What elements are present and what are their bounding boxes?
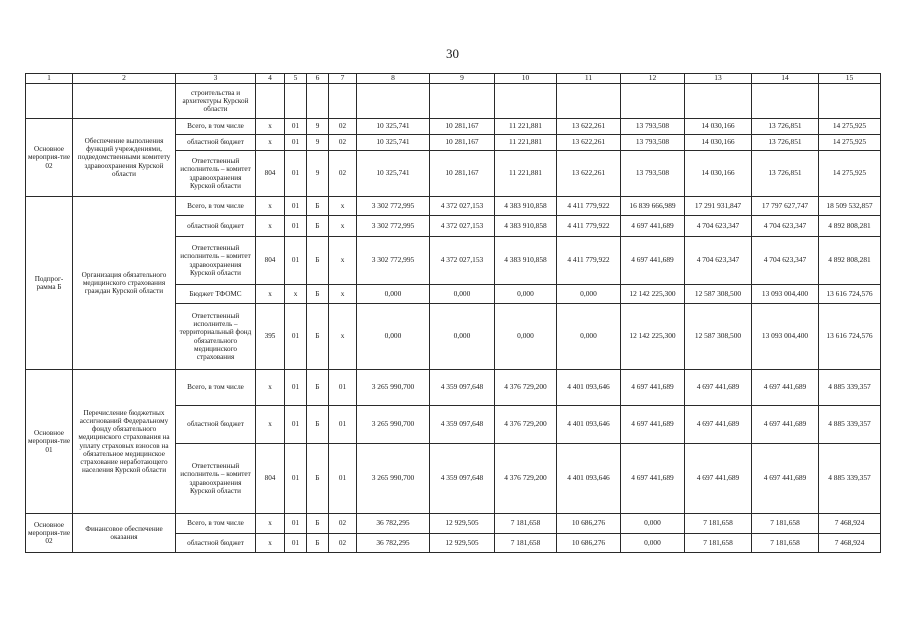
source-cell: областной бюджет bbox=[176, 534, 256, 553]
empty-cell bbox=[557, 84, 621, 119]
header-row bbox=[26, 74, 881, 84]
code-cell: 804 bbox=[256, 151, 285, 197]
amount-cell: 11 221,881 bbox=[495, 151, 557, 197]
amount-cell: 4 697 441,689 bbox=[621, 237, 685, 285]
code-cell: Б bbox=[307, 285, 329, 304]
amount-cell: 4 704 623,347 bbox=[685, 237, 752, 285]
amount-cell: 11 221,881 bbox=[495, 135, 557, 151]
status-cell: Подпрог-рамма Б bbox=[26, 197, 73, 370]
amount-cell: 12 142 225,300 bbox=[621, 285, 685, 304]
code-cell: x bbox=[256, 285, 285, 304]
amount-cell: 7 181,658 bbox=[685, 514, 752, 534]
column-number-10: 10 bbox=[495, 74, 557, 84]
code-cell: 395 bbox=[256, 304, 285, 370]
amount-cell: 12 929,505 bbox=[430, 534, 495, 553]
code-cell: Б bbox=[307, 197, 329, 216]
amount-cell: 3 302 772,995 bbox=[357, 197, 430, 216]
amount-cell: 4 376 729,200 bbox=[495, 370, 557, 406]
amount-cell: 17 291 931,847 bbox=[685, 197, 752, 216]
amount-cell: 4 697 441,689 bbox=[621, 406, 685, 444]
empty-cell bbox=[752, 84, 819, 119]
amount-cell: 0,000 bbox=[621, 534, 685, 553]
amount-cell: 18 509 532,857 bbox=[819, 197, 881, 216]
column-number-8: 8 bbox=[357, 74, 430, 84]
code-cell: Б bbox=[307, 216, 329, 237]
source-cell: Ответственный исполнитель – комитет здравоохранения Курской области bbox=[176, 444, 256, 514]
amount-cell: 4 885 339,357 bbox=[819, 406, 881, 444]
source-cell: Ответственный исполнитель – комитет здравоохранения Курской области bbox=[176, 151, 256, 197]
amount-cell: 4 372 027,153 bbox=[430, 216, 495, 237]
code-cell: 01 bbox=[285, 406, 307, 444]
code-cell: 01 bbox=[329, 406, 357, 444]
code-cell: 01 bbox=[285, 370, 307, 406]
empty-cell bbox=[495, 84, 557, 119]
amount-cell: 0,000 bbox=[495, 285, 557, 304]
name-cell: Организация обязательного медицинского страхования граждан Курской области bbox=[73, 197, 176, 370]
code-cell: x bbox=[256, 406, 285, 444]
empty-cell bbox=[819, 84, 881, 119]
code-cell: 02 bbox=[329, 534, 357, 553]
amount-cell: 36 782,295 bbox=[357, 534, 430, 553]
amount-cell: 10 686,276 bbox=[557, 534, 621, 553]
amount-cell: 13 726,851 bbox=[752, 135, 819, 151]
amount-cell: 4 359 097,648 bbox=[430, 370, 495, 406]
amount-cell: 4 376 729,200 bbox=[495, 406, 557, 444]
amount-cell: 10 325,741 bbox=[357, 135, 430, 151]
source-cell: Всего, в том числе bbox=[176, 197, 256, 216]
status-cell: Основное мероприя-тие 01 bbox=[26, 370, 73, 514]
source-cell: Всего, в том числе bbox=[176, 514, 256, 534]
code-cell: Б bbox=[307, 514, 329, 534]
code-cell: 01 bbox=[285, 216, 307, 237]
code-cell: 9 bbox=[307, 135, 329, 151]
amount-cell: 10 325,741 bbox=[357, 151, 430, 197]
code-cell: 804 bbox=[256, 237, 285, 285]
amount-cell: 14 275,925 bbox=[819, 135, 881, 151]
amount-cell: 7 181,658 bbox=[495, 534, 557, 553]
amount-cell: 4 401 093,646 bbox=[557, 406, 621, 444]
code-cell: Б bbox=[307, 370, 329, 406]
amount-cell: 12 587 308,500 bbox=[685, 304, 752, 370]
code-cell: Б bbox=[307, 444, 329, 514]
empty-cell bbox=[430, 84, 495, 119]
amount-cell: 4 697 441,689 bbox=[621, 444, 685, 514]
name-cell: Обеспечение выполнения функций учреждениями, подведомственными комитету здравоохранения Курской области bbox=[73, 119, 176, 197]
source-cell: областной бюджет bbox=[176, 216, 256, 237]
code-cell: 02 bbox=[329, 151, 357, 197]
amount-cell: 14 030,166 bbox=[685, 135, 752, 151]
amount-cell: 4 892 808,281 bbox=[819, 216, 881, 237]
amount-cell: 4 401 093,646 bbox=[557, 444, 621, 514]
amount-cell: 10 325,741 bbox=[357, 119, 430, 135]
amount-cell: 4 383 910,858 bbox=[495, 216, 557, 237]
amount-cell: 4 372 027,153 bbox=[430, 197, 495, 216]
table-row bbox=[26, 119, 881, 135]
amount-cell: 4 411 779,922 bbox=[557, 216, 621, 237]
amount-cell: 7 181,658 bbox=[495, 514, 557, 534]
empty-cell bbox=[357, 84, 430, 119]
amount-cell: 4 885 339,357 bbox=[819, 444, 881, 514]
amount-cell: 12 142 225,300 bbox=[621, 304, 685, 370]
code-cell: x bbox=[256, 197, 285, 216]
source-cell: Ответственный исполнитель – комитет здравоохранения Курской области bbox=[176, 237, 256, 285]
amount-cell: 4 401 093,646 bbox=[557, 370, 621, 406]
empty-cell bbox=[256, 84, 285, 119]
amount-cell: 14 275,925 bbox=[819, 119, 881, 135]
amount-cell: 0,000 bbox=[621, 514, 685, 534]
column-number-14: 14 bbox=[752, 74, 819, 84]
amount-cell: 10 281,167 bbox=[430, 119, 495, 135]
amount-cell: 11 221,881 bbox=[495, 119, 557, 135]
amount-cell: 3 302 772,995 bbox=[357, 216, 430, 237]
code-cell: 01 bbox=[285, 304, 307, 370]
amount-cell: 7 181,658 bbox=[685, 534, 752, 553]
amount-cell: 13 793,508 bbox=[621, 151, 685, 197]
amount-cell: 4 697 441,689 bbox=[621, 370, 685, 406]
column-number-15: 15 bbox=[819, 74, 881, 84]
empty-cell bbox=[685, 84, 752, 119]
column-number-4: 4 bbox=[256, 74, 285, 84]
amount-cell: 17 797 627,747 bbox=[752, 197, 819, 216]
amount-cell: 10 281,167 bbox=[430, 135, 495, 151]
amount-cell: 3 265 990,700 bbox=[357, 406, 430, 444]
amount-cell: 4 697 441,689 bbox=[685, 406, 752, 444]
amount-cell: 16 839 666,989 bbox=[621, 197, 685, 216]
page-number: 30 bbox=[446, 46, 459, 61]
amount-cell: 4 376 729,200 bbox=[495, 444, 557, 514]
code-cell: 01 bbox=[285, 119, 307, 135]
column-number-3: 3 bbox=[176, 74, 256, 84]
amount-cell: 0,000 bbox=[357, 285, 430, 304]
source-cell: Бюджет ТФОМС bbox=[176, 285, 256, 304]
amount-cell: 14 030,166 bbox=[685, 119, 752, 135]
column-number-7: 7 bbox=[329, 74, 357, 84]
amount-cell: 36 782,295 bbox=[357, 514, 430, 534]
code-cell: x bbox=[285, 285, 307, 304]
amount-cell: 4 411 779,922 bbox=[557, 237, 621, 285]
column-number-12: 12 bbox=[621, 74, 685, 84]
code-cell: 01 bbox=[285, 197, 307, 216]
source-cell: Всего, в том числе bbox=[176, 119, 256, 135]
amount-cell: 4 704 623,347 bbox=[752, 216, 819, 237]
code-cell: 9 bbox=[307, 151, 329, 197]
code-cell: x bbox=[256, 370, 285, 406]
amount-cell: 4 697 441,689 bbox=[752, 444, 819, 514]
column-number-2: 2 bbox=[73, 74, 176, 84]
code-cell: x bbox=[256, 135, 285, 151]
amount-cell: 4 697 441,689 bbox=[685, 370, 752, 406]
amount-cell: 13 616 724,576 bbox=[819, 285, 881, 304]
code-cell: x bbox=[329, 285, 357, 304]
column-number-13: 13 bbox=[685, 74, 752, 84]
code-cell: x bbox=[256, 119, 285, 135]
amount-cell: 13 726,851 bbox=[752, 119, 819, 135]
name-cell: Перечисление бюджетных ассигнований Федеральному фонду обязательного медицинского страхования на уплату страховых взносов на обязательное медицинское страхование неработающего населения Курской области bbox=[73, 370, 176, 514]
amount-cell: 4 697 441,689 bbox=[685, 444, 752, 514]
amount-cell: 0,000 bbox=[430, 304, 495, 370]
column-number-5: 5 bbox=[285, 74, 307, 84]
table-row bbox=[26, 514, 881, 534]
amount-cell: 4 892 808,281 bbox=[819, 237, 881, 285]
source-cell: областной бюджет bbox=[176, 135, 256, 151]
budget-table bbox=[25, 73, 881, 553]
amount-cell: 7 468,924 bbox=[819, 514, 881, 534]
empty-cell bbox=[26, 84, 73, 119]
code-cell: Б bbox=[307, 534, 329, 553]
amount-cell: 13 793,508 bbox=[621, 119, 685, 135]
amount-cell: 12 929,505 bbox=[430, 514, 495, 534]
code-cell: x bbox=[329, 304, 357, 370]
amount-cell: 3 302 772,995 bbox=[357, 237, 430, 285]
amount-cell: 10 686,276 bbox=[557, 514, 621, 534]
code-cell: x bbox=[329, 216, 357, 237]
code-cell: 01 bbox=[285, 135, 307, 151]
column-number-1: 1 bbox=[26, 74, 73, 84]
code-cell: x bbox=[329, 237, 357, 285]
amount-cell: 3 265 990,700 bbox=[357, 370, 430, 406]
code-cell: 01 bbox=[285, 534, 307, 553]
empty-cell bbox=[329, 84, 357, 119]
amount-cell: 4 885 339,357 bbox=[819, 370, 881, 406]
code-cell: 01 bbox=[329, 444, 357, 514]
code-cell: Б bbox=[307, 406, 329, 444]
code-cell: 02 bbox=[329, 135, 357, 151]
code-cell: 01 bbox=[285, 444, 307, 514]
amount-cell: 13 093 004,400 bbox=[752, 304, 819, 370]
status-cell: Основное мероприя-тие 02 bbox=[26, 119, 73, 197]
amount-cell: 12 587 308,500 bbox=[685, 285, 752, 304]
amount-cell: 0,000 bbox=[430, 285, 495, 304]
source-cell: строительства и архитектуры Курской области bbox=[176, 84, 256, 119]
amount-cell: 13 622,261 bbox=[557, 119, 621, 135]
source-cell: областной бюджет bbox=[176, 406, 256, 444]
code-cell: x bbox=[256, 534, 285, 553]
empty-cell bbox=[285, 84, 307, 119]
code-cell: 01 bbox=[329, 370, 357, 406]
amount-cell: 4 697 441,689 bbox=[752, 406, 819, 444]
column-number-6: 6 bbox=[307, 74, 329, 84]
amount-cell: 0,000 bbox=[557, 285, 621, 304]
code-cell: x bbox=[256, 514, 285, 534]
code-cell: x bbox=[256, 216, 285, 237]
amount-cell: 4 411 779,922 bbox=[557, 197, 621, 216]
amount-cell: 4 359 097,648 bbox=[430, 444, 495, 514]
empty-cell bbox=[621, 84, 685, 119]
amount-cell: 10 281,167 bbox=[430, 151, 495, 197]
source-cell: Всего, в том числе bbox=[176, 370, 256, 406]
code-cell: Б bbox=[307, 237, 329, 285]
code-cell: 804 bbox=[256, 444, 285, 514]
table-row bbox=[26, 370, 881, 406]
amount-cell: 7 181,658 bbox=[752, 534, 819, 553]
code-cell: 01 bbox=[285, 151, 307, 197]
amount-cell: 13 726,851 bbox=[752, 151, 819, 197]
source-cell: Ответственный исполнитель – территориальный фонд обязательного медицинского страхования bbox=[176, 304, 256, 370]
amount-cell: 14 275,925 bbox=[819, 151, 881, 197]
amount-cell: 13 616 724,576 bbox=[819, 304, 881, 370]
continuation-row bbox=[26, 84, 881, 119]
amount-cell: 13 622,261 bbox=[557, 151, 621, 197]
amount-cell: 4 372 027,153 bbox=[430, 237, 495, 285]
amount-cell: 4 383 910,858 bbox=[495, 197, 557, 216]
amount-cell: 4 383 910,858 bbox=[495, 237, 557, 285]
amount-cell: 13 793,508 bbox=[621, 135, 685, 151]
amount-cell: 4 704 623,347 bbox=[752, 237, 819, 285]
column-number-11: 11 bbox=[557, 74, 621, 84]
amount-cell: 13 622,261 bbox=[557, 135, 621, 151]
code-cell: 01 bbox=[285, 237, 307, 285]
amount-cell: 7 468,924 bbox=[819, 534, 881, 553]
amount-cell: 3 265 990,700 bbox=[357, 444, 430, 514]
table-row bbox=[26, 197, 881, 216]
code-cell: 02 bbox=[329, 119, 357, 135]
status-cell: Основное мероприя-тие 02 bbox=[26, 514, 73, 553]
column-number-9: 9 bbox=[430, 74, 495, 84]
code-cell: x bbox=[329, 197, 357, 216]
amount-cell: 7 181,658 bbox=[752, 514, 819, 534]
amount-cell: 0,000 bbox=[357, 304, 430, 370]
empty-cell bbox=[307, 84, 329, 119]
code-cell: 02 bbox=[329, 514, 357, 534]
amount-cell: 0,000 bbox=[557, 304, 621, 370]
amount-cell: 14 030,166 bbox=[685, 151, 752, 197]
empty-cell bbox=[73, 84, 176, 119]
name-cell: Финансовое обеспечение оказания bbox=[73, 514, 176, 553]
amount-cell: 4 697 441,689 bbox=[621, 216, 685, 237]
amount-cell: 13 093 004,400 bbox=[752, 285, 819, 304]
amount-cell: 4 359 097,648 bbox=[430, 406, 495, 444]
amount-cell: 0,000 bbox=[495, 304, 557, 370]
code-cell: 01 bbox=[285, 514, 307, 534]
code-cell: Б bbox=[307, 304, 329, 370]
amount-cell: 4 704 623,347 bbox=[685, 216, 752, 237]
amount-cell: 4 697 441,689 bbox=[752, 370, 819, 406]
code-cell: 9 bbox=[307, 119, 329, 135]
